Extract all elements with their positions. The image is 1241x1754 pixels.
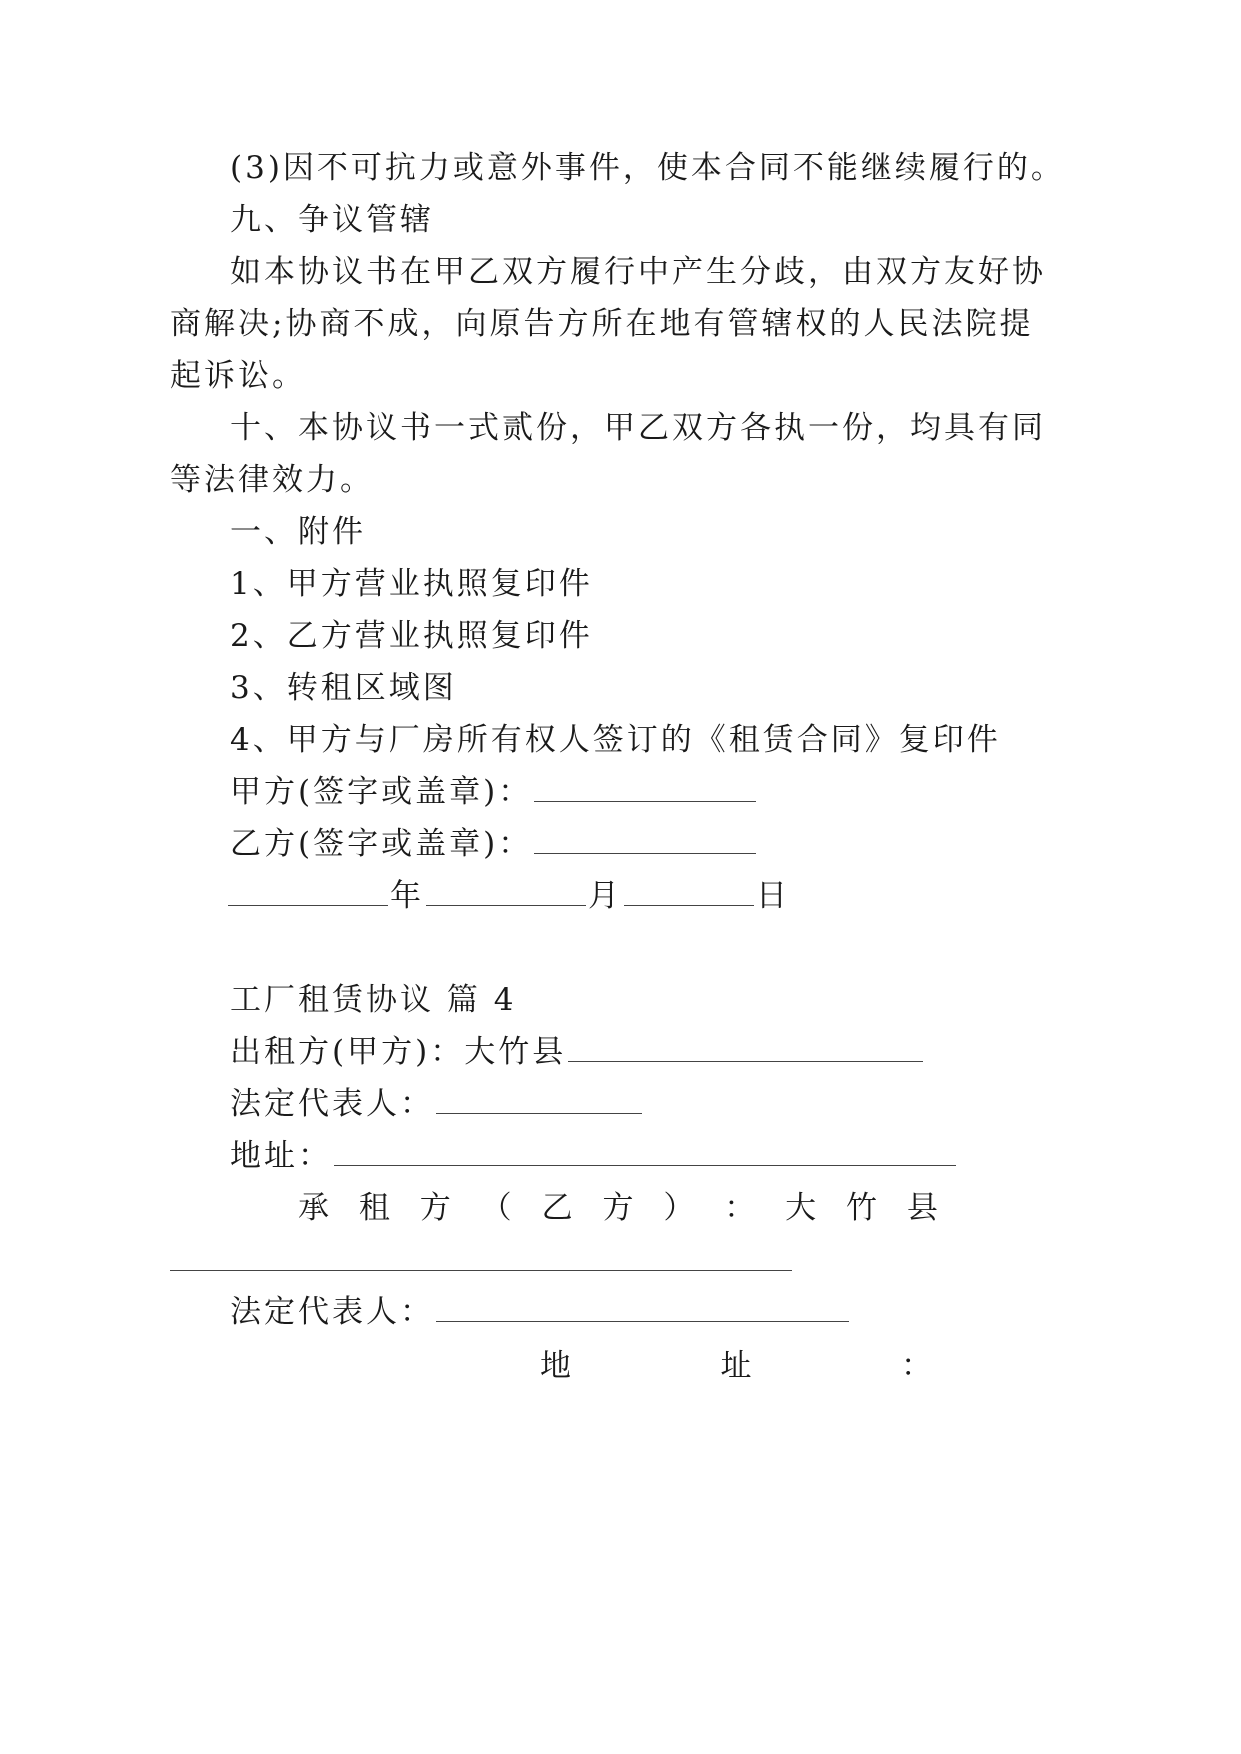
lessee-char: 租 [358, 1190, 390, 1226]
address-char: 地 [540, 1348, 571, 1384]
lessee-char: 方 [602, 1190, 634, 1226]
month-blank [426, 881, 586, 906]
lessee-char: 县 [906, 1190, 938, 1226]
lessee-char: 大 [785, 1190, 817, 1226]
agreement-title: 工厂租赁协议 篇 4 [230, 982, 517, 1018]
attachment-item-1: 1、甲方营业执照复印件 [230, 566, 593, 602]
attachment-item-3: 3、转租区域图 [230, 670, 457, 706]
lessee-row-spread [298, 1188, 938, 1228]
lessee-char: 方 [419, 1190, 451, 1226]
party-a-signature-label: 甲方(签字或盖章)： [230, 774, 533, 810]
address-char: ： [901, 1348, 932, 1384]
year-blank [228, 881, 388, 906]
lessor-address-row [230, 1136, 958, 1176]
party-b-signature-row [230, 824, 758, 864]
lessor-legal-rep-blank [436, 1089, 642, 1114]
lessee-legal-rep-label: 法定代表人： [230, 1294, 434, 1330]
attachment-item-2: 2、乙方营业执照复印件 [230, 618, 593, 654]
lessee-legal-rep-blank [436, 1297, 849, 1322]
month-label: 月 [588, 878, 622, 914]
lessee-char: 竹 [846, 1190, 878, 1226]
party-b-signature-label: 乙方(签字或盖章)： [230, 826, 533, 862]
paragraph-dispute-line2: 商解决;协商不成，向原告方所在地有管辖权的人民法院提 [170, 306, 1034, 342]
lessee-char: （ [480, 1190, 512, 1226]
paragraph-dispute-line1: 如本协议书在甲乙双方履行中产生分歧，由双方友好协 [230, 254, 1046, 290]
lessee-legal-rep-row [230, 1292, 851, 1332]
paragraph-dispute-line3: 起诉讼。 [170, 358, 306, 394]
party-a-signature-row [230, 772, 758, 812]
lessor-blank [568, 1037, 923, 1062]
lessor-address-label: 地址： [230, 1138, 332, 1174]
paragraph-force-majeure: (3)因不可抗力或意外事件，使本合同不能继续履行的。 [230, 150, 1065, 186]
lessor-address-blank [334, 1141, 956, 1166]
lessor-row [230, 1032, 925, 1072]
section-heading-dispute: 九、争议管辖 [230, 202, 434, 238]
section-heading-attachments: 一、附件 [230, 514, 366, 550]
lessee-char: 承 [298, 1190, 329, 1226]
lessee-char: ： [724, 1190, 756, 1226]
attachment-item-4: 4、甲方与厂房所有权人签订的《租赁合同》复印件 [230, 722, 1001, 758]
lessor-legal-rep-label: 法定代表人： [230, 1086, 434, 1122]
lessee-char: 乙 [541, 1190, 573, 1226]
day-label: 日 [756, 878, 790, 914]
lessor-label: 出租方(甲方)：大竹县 [230, 1034, 567, 1070]
address-char: 址 [720, 1348, 752, 1384]
paragraph-copies-line2: 等法律效力。 [170, 462, 374, 498]
paragraph-copies-line1: 十、本协议书一式贰份，甲乙双方各执一份，均具有同 [230, 410, 1046, 446]
year-label: 年 [390, 878, 424, 914]
lessee-address-spread [540, 1346, 932, 1386]
day-blank [624, 881, 754, 906]
date-row [228, 876, 790, 916]
lessor-legal-rep-row [230, 1084, 644, 1124]
lessee-blank-line [170, 1270, 792, 1271]
party-b-signature-blank [534, 829, 756, 854]
lessee-char: ） [663, 1190, 695, 1226]
party-a-signature-blank [534, 777, 756, 802]
